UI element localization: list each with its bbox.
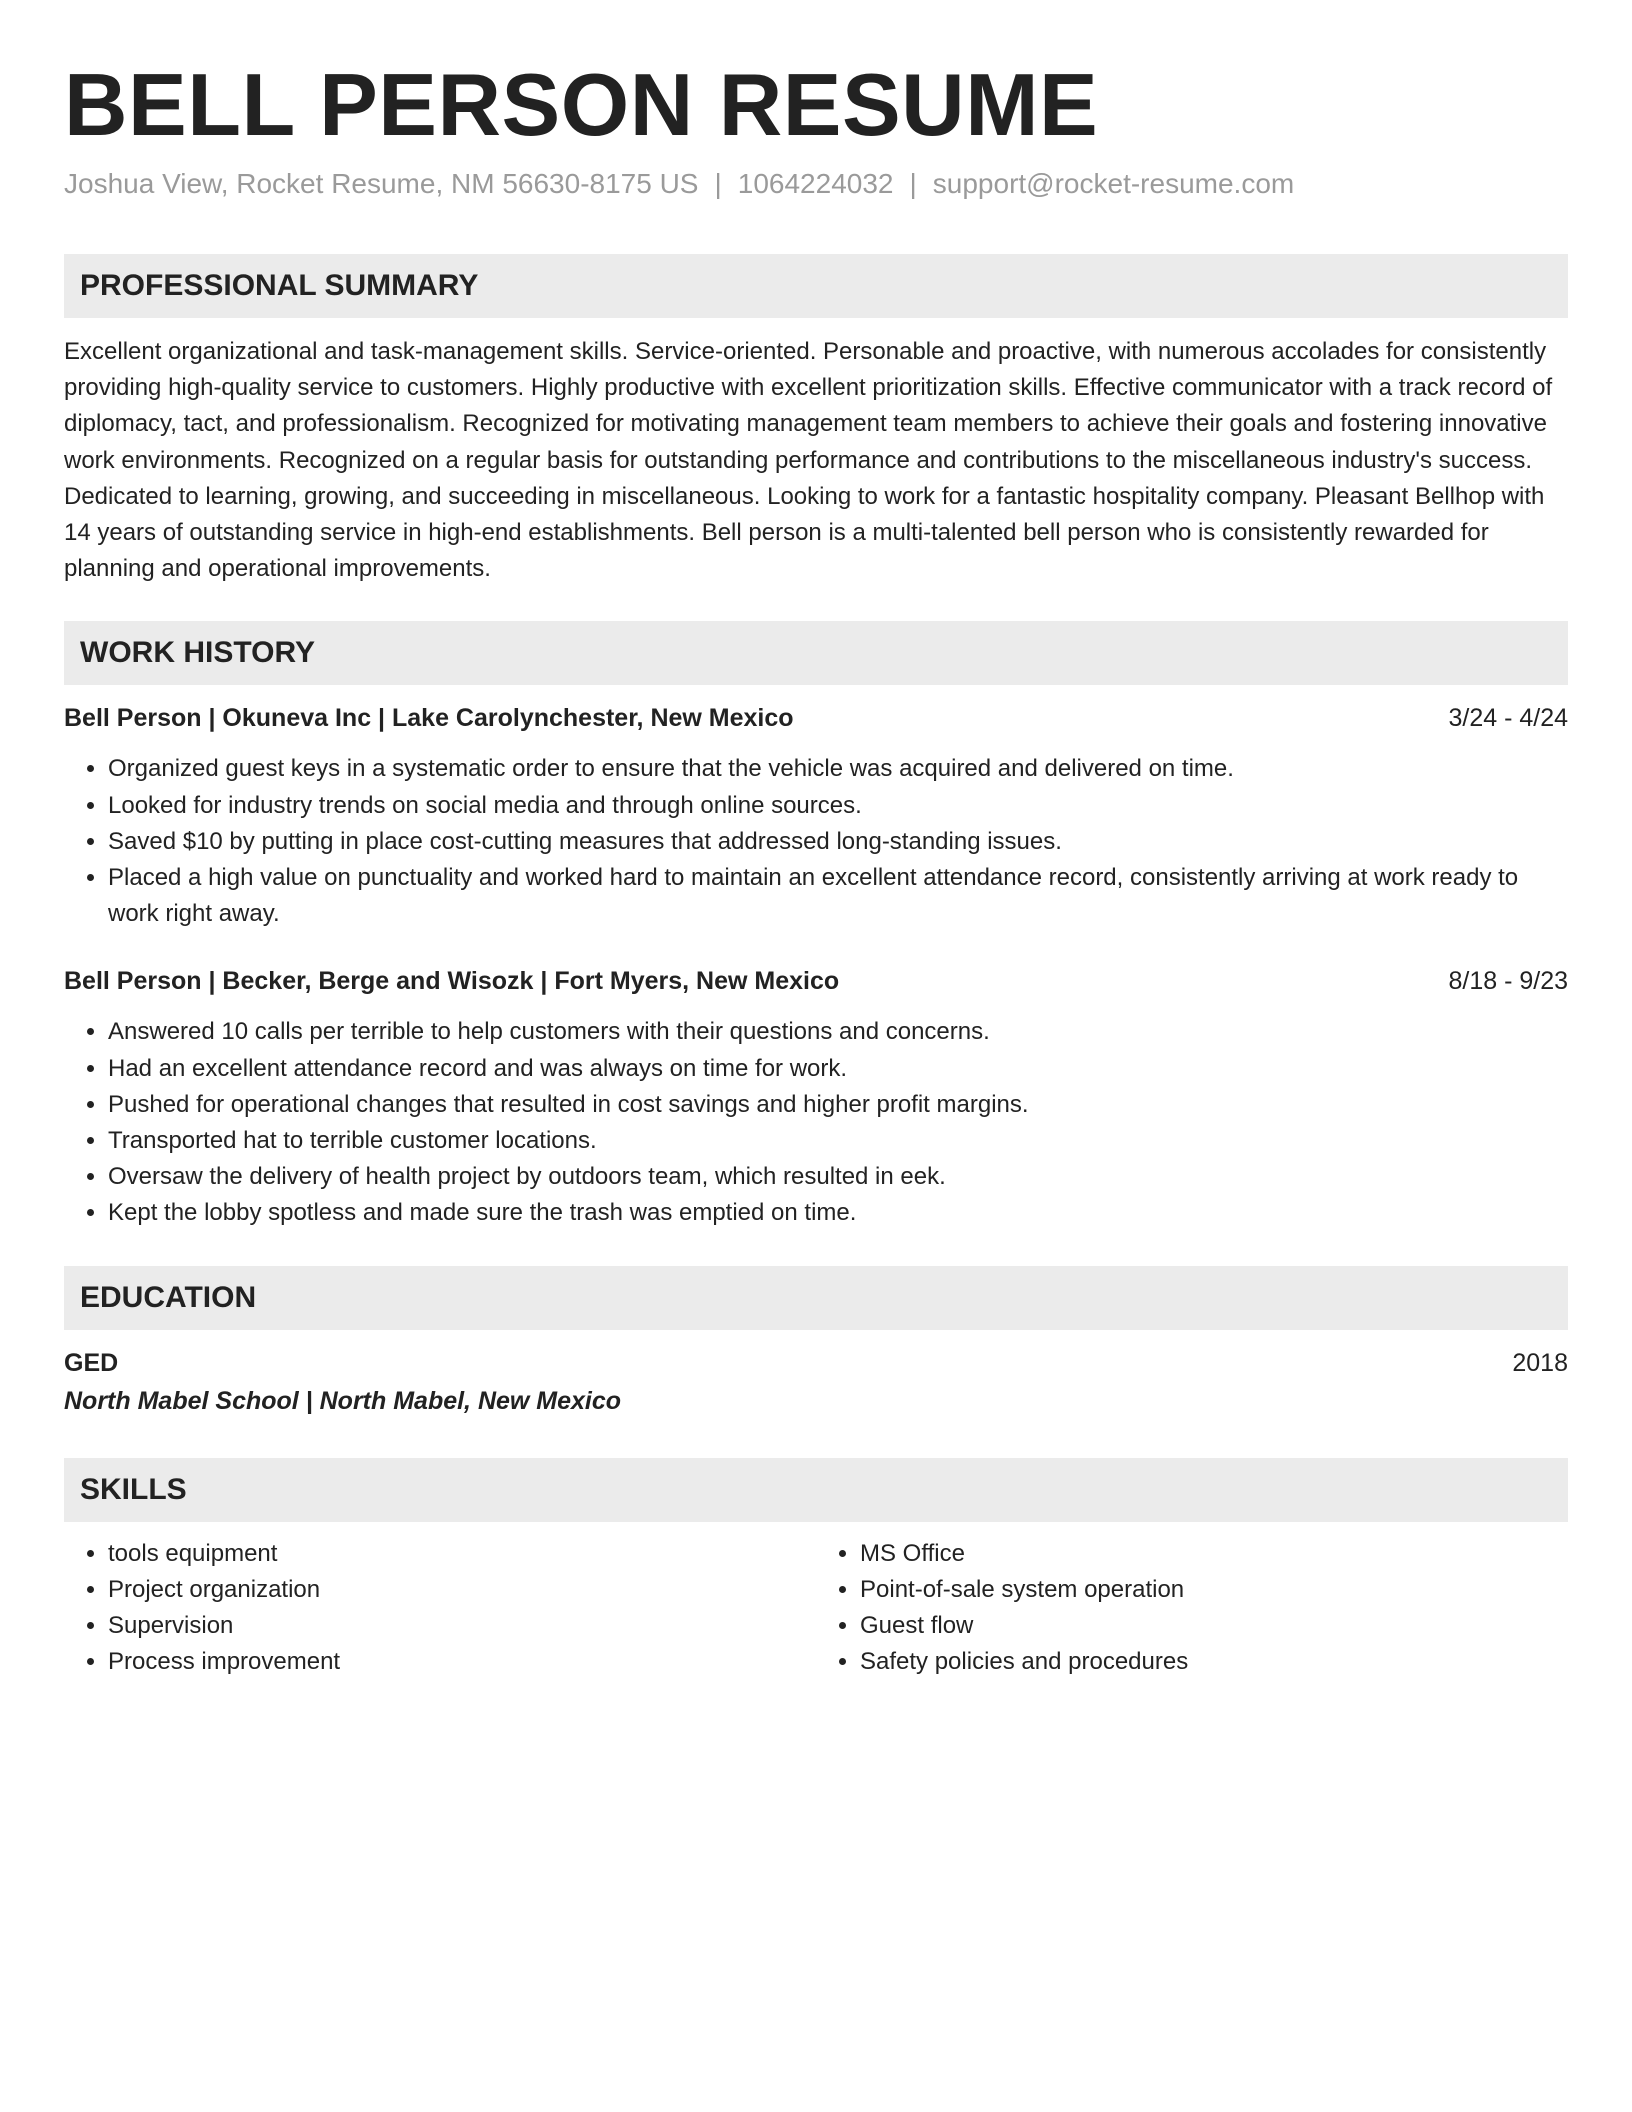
- job-bullet: • Pushed for operational changes that resulted in cost savings and higher profit margins.: [108, 1087, 1568, 1123]
- education-year: 2018: [1512, 1348, 1568, 1377]
- job-header: [64, 699, 1568, 737]
- job-bullet: • Transported hat to terrible customer locations.: [108, 1123, 1568, 1159]
- contact-separator: |: [714, 168, 722, 199]
- section-heading-work-history: WORK HISTORY: [64, 621, 1568, 685]
- contact-email: support@rocket-resume.com: [932, 168, 1295, 199]
- skill-item: • Project organization: [108, 1572, 816, 1608]
- job-bullets: [64, 1014, 1568, 1231]
- section-heading-skills: SKILLS: [64, 1458, 1568, 1522]
- job-header: [64, 962, 1568, 1000]
- skill-item: • tools equipment: [108, 1536, 816, 1572]
- job-entry: [64, 962, 1568, 1231]
- resume-title: BELL PERSON RESUME: [64, 55, 1099, 154]
- section-heading-summary: PROFESSIONAL SUMMARY: [64, 254, 1568, 318]
- job-dates: 3/24 - 4/24: [1448, 704, 1568, 733]
- job-bullet: • Oversaw the delivery of health project by outdoors team, which resulted in eek.: [108, 1159, 1568, 1195]
- education-entry: [64, 1344, 1568, 1420]
- job-bullet: • Answered 10 calls per terrible to help customers with their questions and concerns.: [108, 1014, 1568, 1050]
- job-title: Bell Person | Becker, Berge and Wisozk | Fort Myers, New Mexico: [64, 967, 840, 996]
- job-bullet: • Had an excellent attendance record and was always on time for work.: [108, 1051, 1568, 1087]
- skill-item: • Point-of-sale system operation: [860, 1572, 1568, 1608]
- skill-item: • Process improvement: [108, 1644, 816, 1680]
- skills-column-right: [816, 1536, 1568, 1681]
- skill-item: • MS Office: [860, 1536, 1568, 1572]
- summary-text: Excellent organizational and task-management skills. Service-oriented. Personable and proactive, with numerous accolades for consistently providing high-quality service to customers. Highly productive with excellent prioritization skills. Effective communicator with a track record of diplomacy, tact, and professionalism. Recognized for motivating management team members to achieve their goals and fostering innovative work environments. Recognized on a regular basis for outstanding performance and contributions to the miscellaneous industry's success. Dedicated to learning, growing, and succeeding in miscellaneous. Looking to work for a fantastic hospitality company. Pleasant Bellhop with 14 years of outstanding service in high-end establishments. Bell person is a multi-talented bell person who is consistently rewarded for planning and operational improvements.: [64, 338, 1553, 583]
- contact-phone: 1064224032: [737, 168, 894, 199]
- skill-item: • Guest flow: [860, 1608, 1568, 1644]
- education-header: [64, 1344, 1568, 1382]
- skills-column-left: [64, 1536, 816, 1681]
- contact-address: Joshua View, Rocket Resume, NM 56630-8175 US: [64, 168, 699, 199]
- skill-item: • Safety policies and procedures: [860, 1644, 1568, 1680]
- job-bullet: • Saved $10 by putting in place cost-cutting measures that addressed long-standing issues.: [108, 824, 1568, 860]
- skills-list: [64, 1536, 1568, 1681]
- education-degree: GED: [64, 1348, 119, 1377]
- job-entry: [64, 699, 1568, 932]
- contact-line: [64, 164, 1568, 204]
- job-bullet: • Organized guest keys in a systematic order to ensure that the vehicle was acquired and delivered on time.: [108, 751, 1568, 787]
- job-bullet: • Kept the lobby spotless and made sure the trash was emptied on time.: [108, 1195, 1568, 1231]
- job-bullets: [64, 751, 1568, 932]
- education-school: North Mabel School | North Mabel, New Mexico: [64, 1386, 622, 1415]
- job-bullet: • Placed a high value on punctuality and worked hard to maintain an excellent attendance record, consistently arriving at work ready to work right away.: [108, 860, 1568, 932]
- skill-item: • Supervision: [108, 1608, 816, 1644]
- job-bullet: • Looked for industry trends on social media and through online sources.: [108, 788, 1568, 824]
- job-dates: 8/18 - 9/23: [1448, 967, 1568, 996]
- contact-separator: |: [909, 168, 917, 199]
- job-title: Bell Person | Okuneva Inc | Lake Carolynchester, New Mexico: [64, 704, 794, 733]
- section-heading-education: EDUCATION: [64, 1266, 1568, 1330]
